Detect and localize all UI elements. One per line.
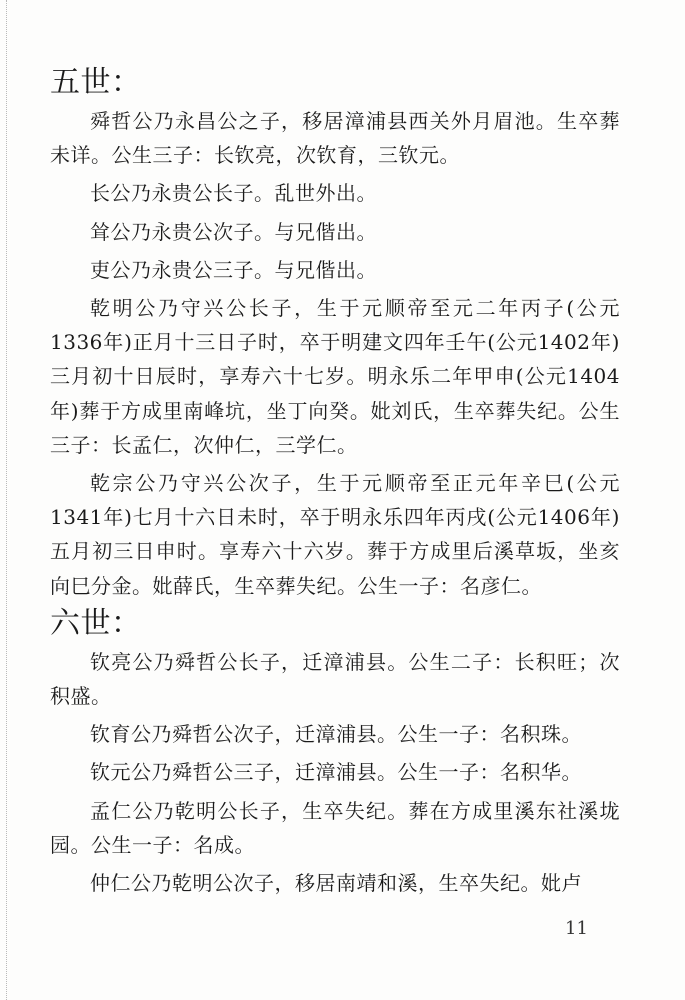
paragraph-shunzhe: 舜哲公乃永昌公之子，移居漳浦县西关外月眉池。生卒葬未详。公生三子：长钦亮，次钦育，三钦元。 — [50, 109, 620, 168]
paragraph-li-gong: 吏公乃永贵公三子。与兄偕出。 — [90, 257, 377, 282]
paragraph-zhongren: 仲仁公乃乾明公次子，移居南靖和溪，生卒失纪。妣卢 — [90, 871, 582, 896]
paragraph-zhang-gong: 长公乃永贵公长子。乱世外出。 — [90, 181, 377, 206]
paragraph-qinyuan: 钦元公乃舜哲公三子，迁漳浦县。公生一子：名积华。 — [90, 760, 582, 785]
paragraph-qianming: 乾明公乃守兴公长子，生于元顺帝至元二年丙子(公元1336年)正月十三日子时，卒于明建文四年壬午(公元1402年)三月初十日辰时，享寿六十七岁。明永乐二年甲申(公元1404年)葬于方成里南峰坑，坐丁向癸。妣刘氏，生卒葬失纪。公生三子：长孟仁，次仲仁，三学仁。 — [50, 296, 620, 457]
binding-edge — [0, 0, 7, 1000]
section-heading-sixth-generation: 六世： — [50, 605, 142, 641]
paragraph-song-gong: 耸公乃永贵公次子。与兄偕出。 — [90, 219, 377, 244]
paragraph-mengren: 孟仁公乃乾明公长子，生卒失纪。葬在方成里溪东社溪垅园。公生一子：名成。 — [50, 798, 620, 857]
paragraph-qianzong: 乾宗公乃守兴公次子，生于元顺帝至正元年辛巳(公元1341年)七月十六日未时，卒于明永乐四年丙戌(公元1406年)五月初三日申时。享寿六十六岁。葬于方成里后溪草坂，坐亥向巳分金。妣薛氏，生卒葬失纪。公生一子：名彦仁。 — [50, 471, 620, 598]
paragraph-qinliang: 钦亮公乃舜哲公长子，迁漳浦县。公生二子：长积旺；次积盛。 — [50, 649, 620, 709]
page-body — [50, 62, 620, 900]
page-number: 11 — [565, 918, 588, 939]
section-heading-fifth-generation: 五世： — [50, 65, 142, 100]
paragraph-qinyu: 钦育公乃舜哲公次子，迁漳浦县。公生一子：名积珠。 — [90, 722, 582, 747]
